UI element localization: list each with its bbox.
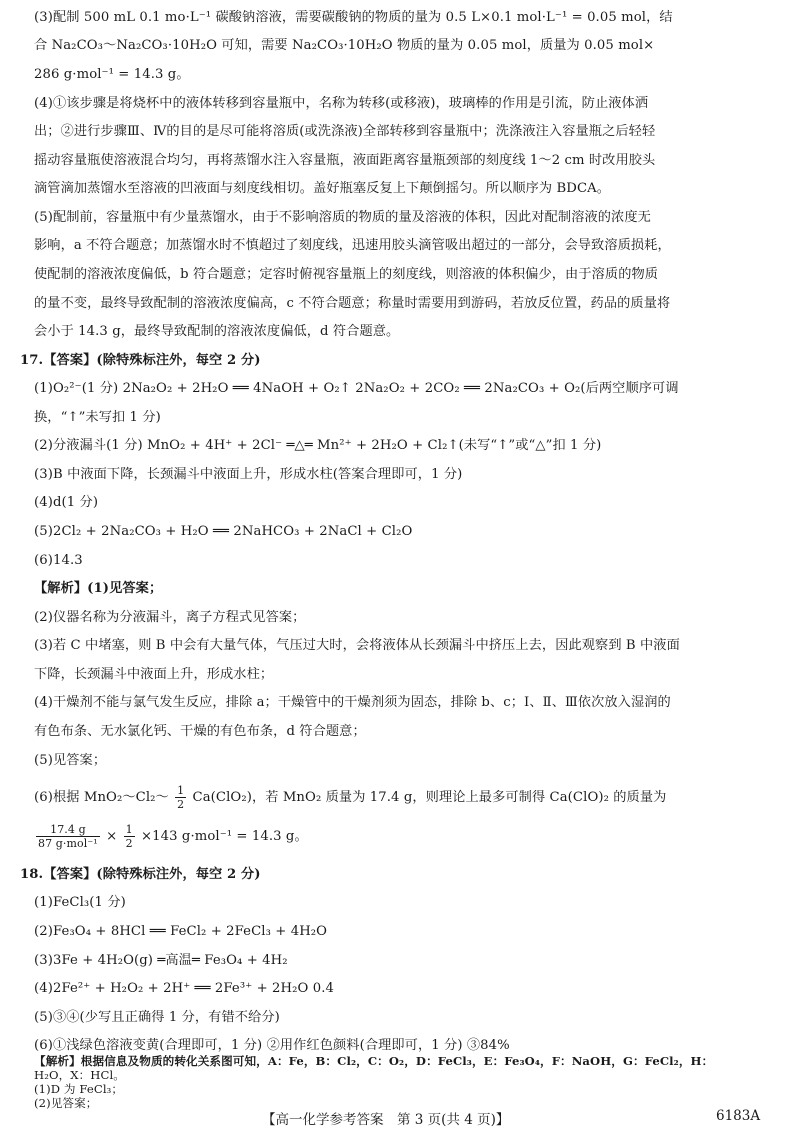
fraction-numerator: 1 — [125, 823, 133, 837]
text-line: (5)2Cl₂ + 2Na₂CO₃ + H₂O ══ 2NaHCO₃ + 2NaCl + Cl₂O — [34, 524, 413, 540]
text-line: (5)见答案； — [34, 752, 107, 768]
text-line: 的量不变，最终导致配制的溶液浓度偏高，c 不符合题意；称量时需要用到游码，若放反位置，药品的质量将 — [34, 295, 671, 311]
text-line: (1)O₂²⁻(1 分) 2Na₂O₂ + 2H₂O ══ 4NaOH + O₂↑ 2Na₂O₂ + 2CO₂ ══ 2Na₂CO₃ + O₂(后两空顺序可调 — [34, 381, 679, 397]
text-line: H₂O，X：HCl。 — [34, 1068, 125, 1082]
text-line: (1)FeCl₃(1 分) — [34, 895, 126, 911]
text-line: 使配制的溶液浓度偏低，b 符合题意；定容时俯视容量瓶上的刻度线，则溶液的体积偏少，由于溶质的物质 — [34, 266, 659, 282]
text-line: (6)①浅绿色溶液变黄(合理即可，1 分) ②用作红色颜料(合理即可，1 分) ③84% — [34, 1038, 510, 1054]
text-line: 滴管滴加蒸馏水至溶液的凹液面与刻度线相切。盖好瓶塞反复上下颠倒摇匀。所以顺序为 BDCA。 — [34, 181, 611, 197]
fraction-half — [124, 823, 135, 850]
text-line: (3)3Fe + 4H₂O(g) ═高温═ Fe₃O₄ + 4H₂ — [34, 952, 288, 968]
footer-title: 【高一化学参考答案 第 3 页(共 4 页)】 — [262, 1112, 510, 1128]
text-line: 摇动容量瓶使溶液混合均匀，再将蒸馏水注入容量瓶，液面距离容量瓶颈部的刻度线 1～2 cm 时改用胶头 — [34, 152, 656, 168]
fraction-denominator: 2 — [125, 837, 133, 851]
text-line: (2)分液漏斗(1 分) MnO₂ + 4H⁺ + 2Cl⁻ ═△═ Mn²⁺ + 2H₂O + Cl₂↑(未写“↑”或“△”扣 1 分) — [34, 438, 602, 454]
text-line: (3)B 中液面下降，长颈漏斗中液面上升，形成水柱(答案合理即可，1 分) — [34, 466, 463, 482]
fraction-half — [175, 784, 186, 811]
text-line: (5)③④(少写且正确得 1 分，有错不给分) — [34, 1009, 280, 1025]
text-fragment: ×143 g·mol⁻¹ = 14.3 g。 — [140, 829, 308, 845]
fraction-numerator: 17.4 g — [36, 823, 100, 837]
text-fragment: × — [106, 829, 118, 845]
fraction-mass — [36, 823, 100, 850]
text-line: (4)2Fe²⁺ + H₂O₂ + 2H⁺ ══ 2Fe³⁺ + 2H₂O 0.4 — [34, 981, 334, 997]
text-line: (4)干燥剂不能与氯气发生反应，排除 a；干燥管中的干燥剂须为固态，排除 b、c；Ⅰ、Ⅱ、Ⅲ依次放入湿润的 — [34, 695, 671, 711]
text-line: (2)仪器名称为分液漏斗，离子方程式见答案； — [34, 609, 306, 625]
text-line: 合 Na₂CO₃～Na₂CO₃·10H₂O 可知，需要 Na₂CO₃·10H₂O 物质的量为 0.05 mol，质量为 0.05 mol× — [34, 38, 655, 54]
formula-line — [34, 823, 308, 850]
text-line: (3)配制 500 mL 0.1 mo·L⁻¹ 碳酸钠溶液，需要碳酸钠的物质的量为 0.5 L×0.1 mol·L⁻¹ = 0.05 mol，结 — [34, 9, 673, 25]
text-line: 下降，长颈漏斗中液面上升，形成水柱； — [34, 666, 274, 682]
fraction-numerator: 1 — [177, 784, 185, 798]
text-line: 会小于 14.3 g，最终导致配制的溶液浓度偏低，d 符合题意。 — [34, 324, 400, 340]
text-line: (2)Fe₃O₄ + 8HCl ══ FeCl₂ + 2FeCl₃ + 4H₂O — [34, 923, 328, 939]
fraction-denominator: 87 g·mol⁻¹ — [38, 837, 98, 851]
analysis-heading-17: 【解析】(1)见答案； — [34, 581, 163, 597]
analysis-heading-18: 【解析】根据信息及物质的转化关系图可知，A：Fe，B：Cl₂，C：O₂，D：FeCl₃，E：Fe₃O₄，F：NaOH，G：FeCl₂，H： — [34, 1054, 714, 1068]
formula-line — [34, 784, 666, 811]
text-line: (4)d(1 分) — [34, 495, 99, 511]
text-line: 影响，a 不符合题意；加蒸馏水时不慎超过了刻度线，迅速用胶头滴管吸出超过的一部分，会导致溶质损耗， — [34, 238, 671, 254]
text-line: (2)见答案； — [34, 1096, 98, 1110]
answer-heading-18: 18.【答案】(除特殊标注外，每空 2 分) — [20, 866, 261, 882]
text-line: 286 g·mol⁻¹ = 14.3 g。 — [34, 67, 190, 82]
text-line: 有色布条、无水氯化钙、干燥的有色布条，d 符合题意； — [34, 724, 366, 739]
text-line: (4)①该步骤是将烧杯中的液体转移到容量瓶中，名称为转移(或移液)，玻璃棒的作用是引流，防止液体洒 — [34, 95, 649, 111]
text-line: (6)14.3 — [34, 552, 83, 568]
footer-code: 6183A — [716, 1108, 761, 1124]
text-fragment: (6)根据 MnO₂～Cl₂～ — [34, 790, 169, 806]
text-line: (1)D 为 FeCl₃； — [34, 1082, 124, 1096]
answer-heading-17: 17.【答案】(除特殊标注外，每空 2 分) — [20, 352, 261, 368]
text-fragment: Ca(ClO₂)，若 MnO₂ 质量为 17.4 g，则理论上最多可制得 Ca(ClO)₂ 的质量为 — [192, 790, 667, 806]
text-line: (5)配制前，容量瓶中有少量蒸馏水，由于不影响溶质的物质的量及溶液的体积，因此对配制溶液的浓度无 — [34, 209, 651, 225]
fraction-denominator: 2 — [177, 798, 185, 812]
text-line: 换，“↑”未写扣 1 分) — [34, 409, 161, 425]
text-line: (3)若 C 中堵塞，则 B 中会有大量气体，气压过大时，会将液体从长颈漏斗中挤压上去，因此观察到 B 中液面 — [34, 638, 680, 654]
text-line: 出；②进行步骤Ⅲ、Ⅳ的目的是尽可能将溶质(或洗涤液)全部转移到容量瓶中；洗涤液注入容量瓶之后轻轻 — [34, 124, 656, 140]
